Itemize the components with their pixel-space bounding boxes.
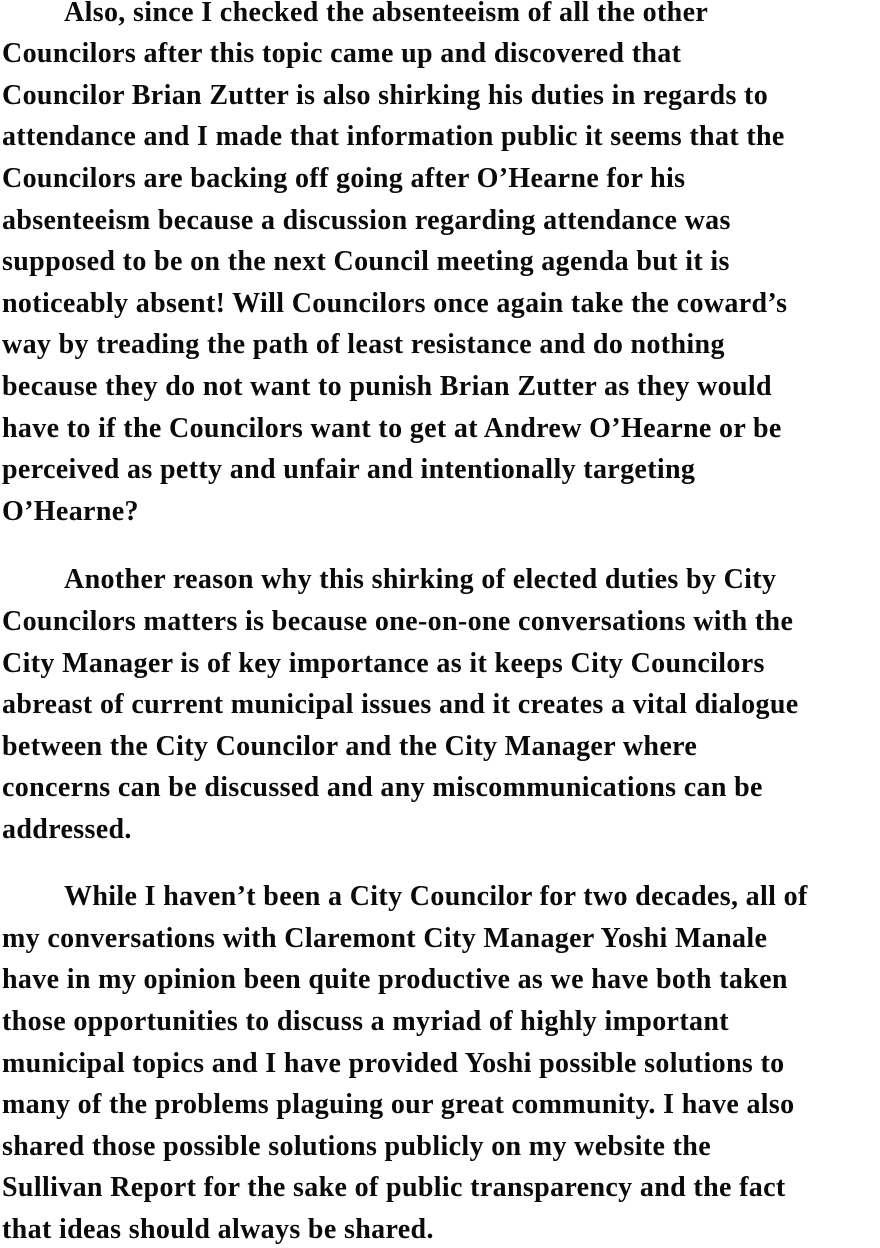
paragraph-line: municipal topics and I have provided Yoshi possible solutions to [2, 1048, 785, 1079]
paragraph-line: Councilor Brian Zutter is also shirking his duties in regards to [2, 80, 769, 111]
paragraph-line: supposed to be on the next Council meeting agenda but it is [2, 246, 730, 277]
paragraph-line: shared those possible solutions publicly on my website the [2, 1131, 712, 1162]
paragraph-line: those opportunities to discuss a myriad of highly important [2, 1006, 729, 1037]
paragraph-line: Councilors matters is because one-on-one conversations with the [2, 606, 794, 637]
paragraph-line: Councilors are backing off going after O’Hearne for his [2, 163, 686, 194]
paragraph-line: have in my opinion been quite productive as we have both taken [2, 964, 788, 995]
paragraph-line: that ideas should always be shared. [2, 1214, 434, 1245]
paragraph-line: attendance and I made that information public it seems that the [2, 121, 785, 152]
paragraph-line: Councilors after this topic came up and discovered that [2, 38, 682, 69]
paragraph-line: because they do not want to punish Brian Zutter as they would [2, 371, 772, 402]
paragraph-line: absenteeism because a discussion regarding attendance was [2, 205, 731, 236]
paragraph-line: Sullivan Report for the sake of public transparency and the fact [2, 1172, 786, 1203]
paragraph-line: have to if the Councilors want to get at Andrew O’Hearne or be [2, 413, 782, 444]
paragraph-line: While I haven’t been a City Councilor for two decades, all of [64, 881, 808, 912]
paragraph-line: way by treading the path of least resistance and do nothing [2, 329, 725, 360]
paragraph-line: between the City Councilor and the City Manager where [2, 731, 698, 762]
paragraph-line: Another reason why this shirking of elected duties by City [64, 564, 777, 595]
paragraph-line: concerns can be discussed and any miscommunications can be [2, 772, 763, 803]
paragraph-line: City Manager is of key importance as it keeps City Councilors [2, 648, 765, 679]
paragraph-line: Also, since I checked the absenteeism of all the other [64, 0, 709, 28]
paragraph-line: perceived as petty and unfair and intentionally targeting [2, 454, 696, 485]
paragraph-line: addressed. [2, 814, 132, 845]
paragraph-line: O’Hearne? [2, 496, 139, 527]
paragraph-line: my conversations with Claremont City Manager Yoshi Manale [2, 923, 768, 954]
paragraph-line: many of the problems plaguing our great community. I have also [2, 1089, 795, 1120]
paragraph-line: noticeably absent! Will Councilors once again take the coward’s [2, 288, 788, 319]
paragraph-line: abreast of current municipal issues and it creates a vital dialogue [2, 689, 799, 720]
